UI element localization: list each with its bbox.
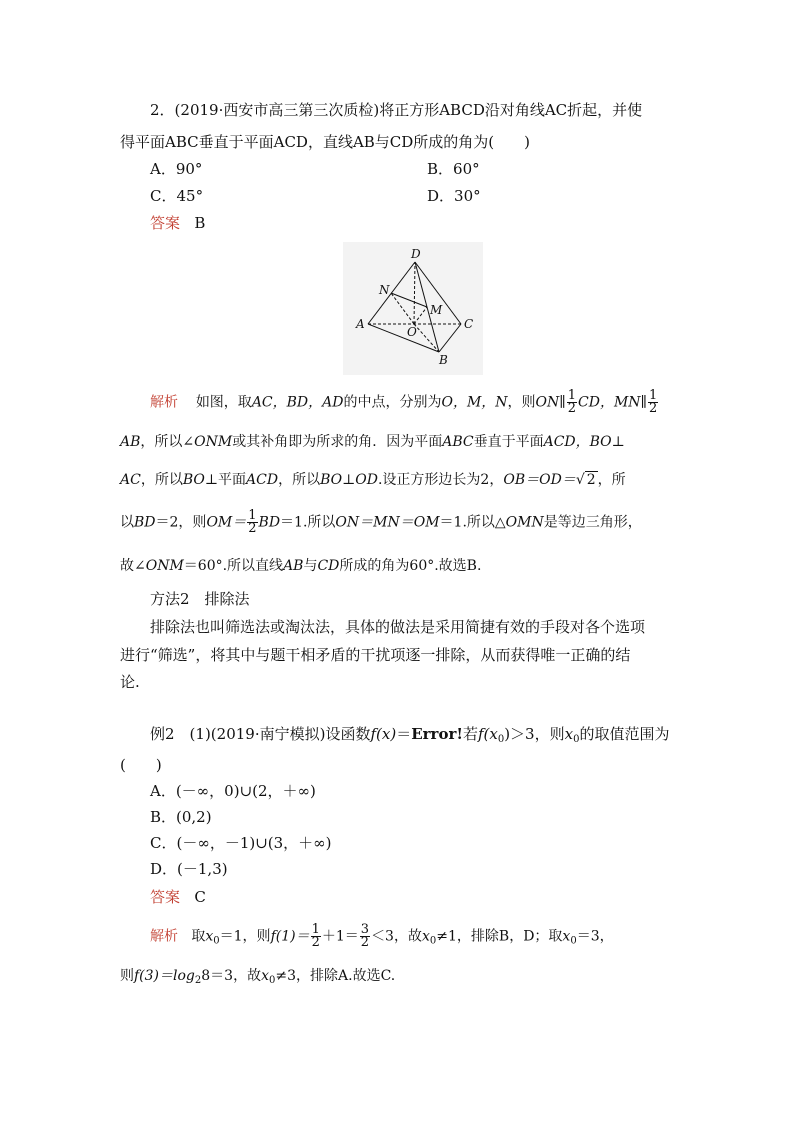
ex2-answer-line	[150, 887, 206, 907]
label-o: O	[407, 325, 417, 339]
ex2-text: ＝	[396, 725, 412, 743]
ex2-an-text: f(1)＝	[270, 928, 310, 945]
fraction-half	[247, 510, 257, 535]
q2-an-text: ＝1.所以	[280, 514, 336, 531]
q2-an-text: ABC	[442, 434, 474, 450]
ex2-an-text: x	[261, 968, 269, 984]
q2-an-text: CD，MN∥	[578, 394, 648, 411]
q2-an-text: 是等边三角形，	[543, 514, 642, 531]
method-paragraph-line1: 排除法也叫筛选法或淘汰法，具体的做法是采用简捷有效的手段对各个选项	[150, 618, 646, 636]
ex2-source: (2019·南宁模拟)	[210, 725, 326, 743]
method-paragraph-line3: 论.	[120, 673, 140, 691]
q2-an-text: ＝1.所以△	[439, 514, 506, 531]
ex2-error: Error!	[411, 725, 463, 743]
ex2-option-a: A．(－∞，0)∪(2，＋∞)	[150, 782, 316, 800]
q2-stem-line1	[150, 100, 642, 120]
ex2-answer-label: 答案	[150, 888, 181, 906]
q2-an-text: ＝2，则	[155, 514, 207, 531]
ex2-text: 设函数	[325, 725, 371, 743]
q2-an-text: 如图，取	[195, 394, 252, 411]
label-c: C	[464, 317, 474, 331]
q2-number: 2．	[150, 101, 175, 119]
q2-an-text: ，所	[597, 472, 626, 488]
subscript: 0	[573, 734, 580, 745]
q2-an-text: 垂直于平面	[473, 434, 544, 450]
q2-an-text: 故∠	[120, 558, 146, 574]
q2-an-text: OM＝	[206, 514, 247, 531]
q2-answer-value: B	[194, 214, 206, 232]
sqrt-radicand: 2	[586, 472, 596, 488]
q2-analysis-line4	[120, 510, 642, 535]
q2-an-text: 或其补角即为所求的角．因为平面	[232, 434, 443, 450]
ex2-an-text: x	[205, 928, 214, 945]
q2-option-c: C．45°	[150, 187, 204, 205]
frac-num: 1	[649, 388, 658, 403]
method-paragraph-line2: 进行“筛选”，将其中与题干相矛盾的干扰项逐一排除，从而获得唯一正确的结	[120, 646, 631, 664]
q2-an-text: ACD	[246, 472, 279, 488]
q2-option-a: A．90°	[150, 160, 203, 178]
subscript: 0	[497, 734, 505, 745]
ex2-analysis-line2	[120, 966, 395, 991]
subscript: 0	[269, 975, 276, 986]
q2-answer-label: 答案	[150, 214, 181, 232]
q2-an-text: CD	[317, 558, 340, 574]
q2-an-text: AC	[120, 472, 141, 488]
label-m: M	[430, 303, 443, 317]
q2-option-b: B．60°	[427, 160, 480, 178]
ex2-an-text: 则	[120, 968, 134, 984]
q2-an-text: AB	[120, 434, 141, 450]
ex2-an-text: ＝3，	[576, 928, 614, 945]
q2-analysis-line5	[120, 556, 481, 576]
q2-an-text: AC，BD，AD	[251, 394, 344, 411]
q2-an-text: ，则	[507, 394, 536, 411]
ex2-an-text: ≠1，排除B，D；取	[436, 928, 563, 945]
ex2-label: 例2 (1)	[150, 725, 211, 743]
q2-an-text: 与	[303, 558, 318, 574]
q2-an-text: ，所以∠	[140, 434, 195, 450]
label-d: D	[411, 247, 421, 261]
q2-an-text: ON＝MN＝OM	[335, 514, 440, 531]
q2-an-text: ，所以	[278, 472, 321, 488]
q2-analysis-label: 解析	[150, 394, 178, 411]
q2-an-text: ACD，BO⊥	[543, 434, 625, 450]
tetrahedron-figure	[343, 242, 483, 375]
subscript: 0	[429, 935, 437, 947]
ex2-analysis-line1	[150, 924, 614, 952]
q2-an-text: ON∥	[535, 394, 566, 411]
ex2-an-text: ＋1＝	[321, 928, 359, 945]
label-n: N	[379, 283, 390, 297]
ex2-text: f(x)	[370, 725, 397, 743]
q2-an-text: BO⊥OD	[320, 472, 378, 488]
q2-an-text: BD	[258, 514, 281, 531]
frac-den: 2	[567, 401, 577, 416]
q2-option-d: D．30°	[427, 187, 481, 205]
q2-an-text: O，M，N	[441, 394, 508, 411]
q2-an-text: OB＝OD＝	[503, 472, 576, 488]
method-title: 方法2 排除法	[150, 590, 250, 608]
ex2-an-text: x	[421, 928, 430, 945]
q2-stem-text1: 将正方形ABCD沿对角线AC折起，并使	[379, 101, 643, 119]
figure-background	[343, 242, 483, 375]
q2-source: (2019·西安市高三第三次质检)	[174, 101, 380, 119]
ex2-analysis-label: 解析	[150, 928, 178, 945]
ex2-text: x	[564, 725, 574, 743]
fraction-half	[648, 390, 658, 415]
frac-num: 3	[360, 922, 370, 937]
q2-answer-line	[150, 213, 205, 233]
q2-analysis-line1	[150, 390, 659, 415]
subscript: 0	[570, 935, 577, 947]
ex2-text: 若	[462, 725, 478, 743]
q2-stem-line2: 得平面ABC垂直于平面ACD，直线AB与CD所成的角为( )	[120, 133, 531, 151]
ex2-paren: ( )	[120, 756, 162, 774]
subscript: 2	[194, 975, 202, 986]
q2-an-text: .设正方形边长为2，	[377, 472, 504, 488]
q2-an-text: ONM	[194, 434, 233, 450]
ex2-option-b: B．(0,2)	[150, 808, 212, 826]
fraction-half	[567, 390, 577, 415]
ex2-an-text: 取	[191, 928, 206, 945]
q2-an-text: OMN	[505, 514, 544, 531]
fraction-half	[311, 924, 321, 949]
frac-num: 1	[311, 922, 320, 937]
ex2-option-d: D．(－1,3)	[150, 860, 228, 878]
frac-num: 1	[567, 388, 577, 403]
subscript: 0	[213, 935, 220, 947]
q2-an-text: ＝60°.所以直线	[183, 558, 284, 574]
sqrt-sign: √	[575, 472, 585, 488]
frac-den: 2	[360, 935, 370, 950]
ex2-an-text: x	[562, 928, 571, 945]
q2-analysis-line2	[120, 432, 625, 452]
q2-an-text: 所成的角为60°.故选B.	[339, 558, 482, 574]
q2-an-text: BO	[182, 472, 205, 488]
ex2-an-text: ≠3，排除A.故选C.	[275, 968, 396, 984]
ex2-text: f(x	[477, 725, 498, 743]
q2-an-text: ONM	[145, 558, 184, 574]
q2-analysis-line3	[120, 470, 626, 490]
ex2-text: 的取值范围为	[579, 725, 670, 743]
q2-an-text: BD	[134, 514, 156, 531]
q2-an-text: 以	[120, 514, 134, 531]
ex2-an-text: f(3)＝log	[134, 968, 195, 984]
frac-den: 2	[649, 401, 658, 416]
label-a: A	[356, 317, 365, 331]
q2-an-text: AB	[283, 558, 304, 574]
q2-an-text: ，所以	[140, 472, 183, 488]
ex2-an-text: ＜3，故	[371, 928, 422, 945]
ex2-stem-line1	[150, 724, 669, 750]
frac-den: 2	[311, 935, 320, 950]
q2-an-text: 的中点，分别为	[343, 394, 442, 411]
ex2-an-text: 8＝3，故	[201, 968, 262, 984]
fraction-three-halves	[360, 924, 370, 949]
q2-an-text: ⊥平面	[204, 472, 247, 488]
ex2-option-c: C．(－∞，－1)∪(3，＋∞)	[150, 834, 332, 852]
ex2-an-text: ＝1，则	[219, 928, 271, 945]
ex2-text: )＞3，则	[504, 725, 565, 743]
frac-den: 2	[248, 521, 257, 536]
label-b: B	[439, 353, 448, 367]
frac-num: 1	[248, 508, 257, 523]
ex2-answer-value: C	[194, 888, 206, 906]
